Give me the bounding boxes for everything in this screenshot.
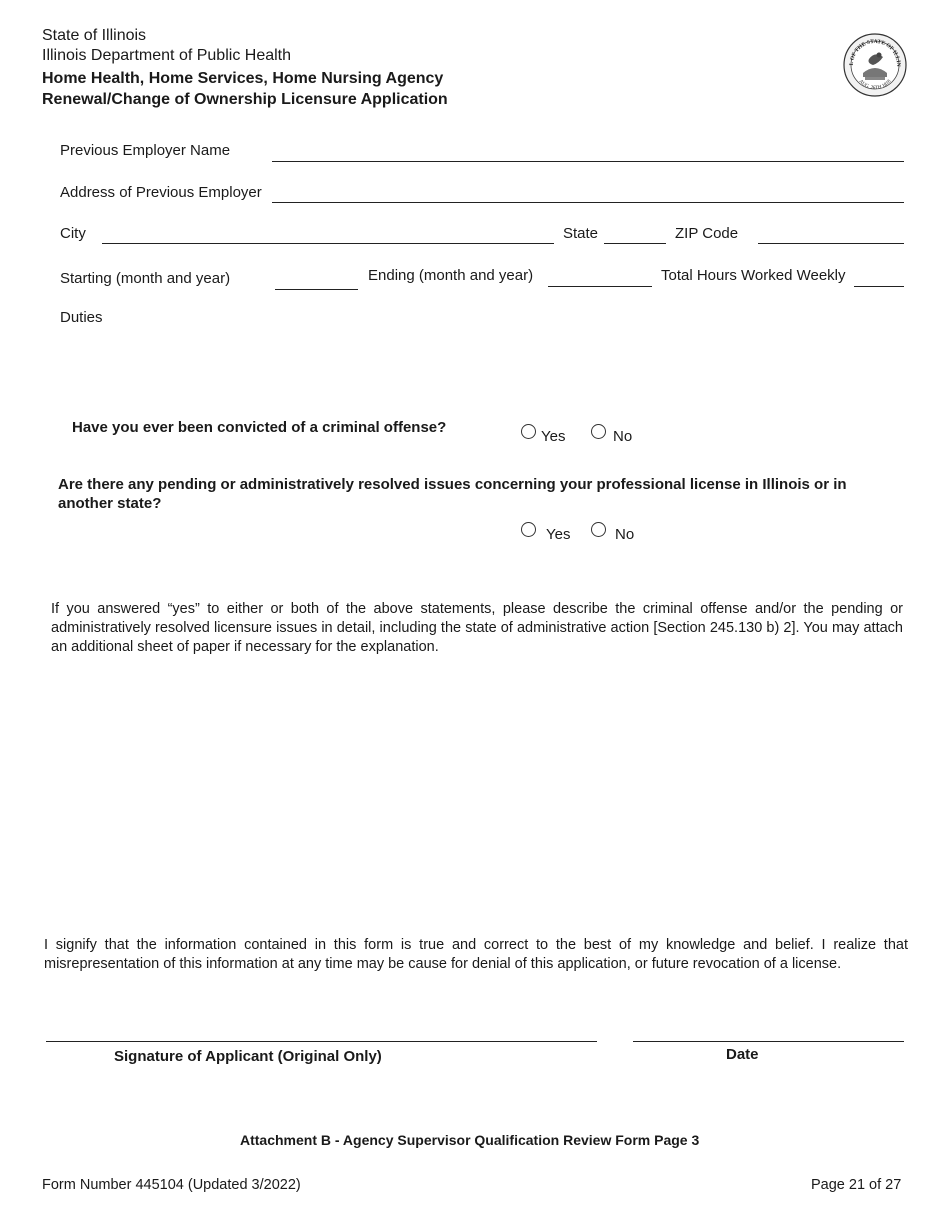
q1-no-radio[interactable] bbox=[591, 424, 606, 439]
illinois-state-seal bbox=[843, 33, 907, 97]
q2-no-label: No bbox=[615, 526, 635, 543]
zip-label: ZIP Code bbox=[675, 225, 739, 242]
ending-label: Ending (month and year) bbox=[368, 267, 534, 284]
state-input[interactable] bbox=[604, 223, 666, 244]
q2-no-radio[interactable] bbox=[591, 522, 606, 537]
state-name: State of Illinois bbox=[42, 27, 147, 44]
city-input[interactable] bbox=[102, 223, 554, 244]
address-label: Address of Previous Employer bbox=[60, 184, 262, 201]
q1-yes-label: Yes bbox=[541, 428, 566, 445]
starting-label: Starting (month and year) bbox=[60, 270, 231, 287]
criminal-offense-question: Have you ever been convicted of a criminal offense? bbox=[72, 419, 447, 436]
license-issues-question: Are there any pending or administratively resolved issues concerning your professional license in Illinois or in another state? bbox=[58, 476, 847, 512]
q1-yes-radio[interactable] bbox=[521, 424, 536, 439]
form-title-line1: Home Health, Home Services, Home Nursing Agency bbox=[42, 70, 444, 87]
page-number: Page 21 of 27 bbox=[811, 1177, 902, 1193]
date-label: Date bbox=[726, 1046, 759, 1063]
city-label: City bbox=[60, 225, 86, 242]
certification-statement: I signify that the information contained in this form is true and correct to the best of my knowledge and belief. I realize that misrepresentation of this information at any time may be cause for denial of this application, or future revocation of a license. bbox=[44, 937, 908, 972]
attachment-title: Attachment B - Agency Supervisor Qualification Review Form Page 3 bbox=[240, 1132, 700, 1148]
previous-employer-name-label: Previous Employer Name bbox=[60, 142, 231, 159]
ending-input[interactable] bbox=[548, 266, 652, 287]
explanation-instructions: If you answered “yes” to either or both of the above statements, please describe the criminal offense and/or the pending or administratively resolved licensure issues in detail, including the state of administrative action [Section 245.130 b) 2]. You may attach an additional sheet of paper if necessary for the explanation. bbox=[51, 601, 903, 655]
form-number: Form Number 445104 (Updated 3/2022) bbox=[42, 1177, 301, 1193]
signature-input[interactable] bbox=[46, 1021, 597, 1042]
total-hours-input[interactable] bbox=[854, 266, 904, 287]
total-hours-label: Total Hours Worked Weekly bbox=[661, 267, 846, 284]
svg-text:AUG. 26TH 1818: AUG. 26TH 1818 bbox=[857, 79, 893, 92]
form-title-line2: Renewal/Change of Ownership Licensure Application bbox=[42, 91, 448, 108]
q2-yes-radio[interactable] bbox=[521, 522, 536, 537]
address-input[interactable] bbox=[272, 182, 904, 203]
department-name: Illinois Department of Public Health bbox=[42, 47, 292, 64]
signature-label: Signature of Applicant (Original Only) bbox=[114, 1048, 382, 1065]
starting-input[interactable] bbox=[275, 269, 358, 290]
previous-employer-name-input[interactable] bbox=[272, 141, 904, 162]
state-label: State bbox=[563, 225, 599, 242]
q1-no-label: No bbox=[613, 428, 633, 445]
q2-yes-label: Yes bbox=[546, 526, 571, 543]
svg-text:SEAL OF THE STATE OF ILLINOIS: L OF THE STATE OF ILLIN bbox=[848, 38, 902, 67]
duties-label: Duties bbox=[60, 309, 103, 326]
zip-input[interactable] bbox=[758, 223, 904, 244]
date-input[interactable] bbox=[633, 1021, 904, 1042]
